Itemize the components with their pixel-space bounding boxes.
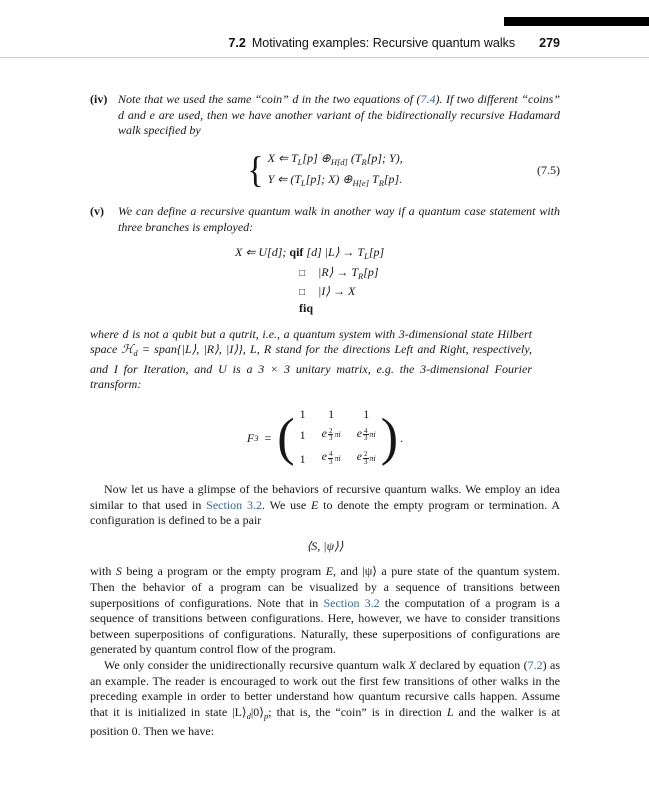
page-number: 279 xyxy=(539,36,560,50)
fraction xyxy=(363,451,369,465)
fraction-numerator: 4 xyxy=(364,426,368,435)
exp-base: e xyxy=(356,425,363,440)
exp-base: e xyxy=(321,449,327,464)
matrix-cell xyxy=(322,449,341,470)
qif-line-1 xyxy=(235,245,560,265)
subscript: R xyxy=(361,156,367,167)
item-v-label: (v) xyxy=(90,203,104,218)
math-segment: [p]; Y), xyxy=(366,150,403,165)
text-segment: We only consider the unidirectionally recursive quantum walk xyxy=(104,658,409,673)
exp-base: e xyxy=(321,425,327,440)
equation-7-5 xyxy=(90,151,560,192)
paragraph-we-consider xyxy=(90,658,560,740)
matrix-cell: 1 xyxy=(363,406,370,421)
math-var: X xyxy=(408,658,417,673)
math-segment: [p]; X) ⊕ xyxy=(305,172,353,187)
equals-sign: = xyxy=(264,430,272,445)
matrix-cell xyxy=(322,426,341,447)
equation-line-1 xyxy=(268,151,403,171)
text-segment: the computation of a program is a sequence of transitions between configurations. Here, however, we have to consider transitions between superpositions of configurations. Naturally, these superpositions of configurations are generated by quantum control flow of the program. xyxy=(90,595,561,657)
subscript: H[e] xyxy=(352,178,369,189)
math-segment: X ⇐ U[d]; xyxy=(235,245,290,260)
paragraph-where xyxy=(90,327,532,393)
math-var: E xyxy=(311,497,319,512)
fraction xyxy=(328,451,334,465)
qif-line-4 xyxy=(299,301,560,317)
math-segment: [p]. xyxy=(383,172,403,187)
matrix-cell: 1 xyxy=(299,406,306,421)
fraction-denominator: 3 xyxy=(364,434,368,442)
math-segment: T xyxy=(369,172,379,187)
fourier-matrix xyxy=(247,407,403,470)
text-segment: ) as an example. The reader is encouraged to work out the first few transitions of other walks in the preceding example in order to better understand how quantum recursive calls happen. Assume that it is initialized in state |L⟩ xyxy=(90,658,560,719)
text-segment: |0⟩ xyxy=(250,704,264,719)
configuration-display: ⟨S, |ψ⟩⟩ xyxy=(306,538,344,553)
text-segment: to denote the empty program or termination. A configuration is defined to be a pair xyxy=(90,497,560,528)
right-paren: ) xyxy=(380,408,399,467)
qif-line-3 xyxy=(299,284,560,301)
fraction-denominator: 3 xyxy=(328,457,333,466)
math-segment: [d] |L⟩ → T xyxy=(303,245,365,260)
text-segment: , and |ψ⟩ a pure state of the quantum system. Then the behavior of a program can be visualized by a sequence of transitions between superpositions of configurations. Note that in xyxy=(90,564,560,610)
math-var: L xyxy=(446,704,454,719)
exp-rest: πi xyxy=(369,453,376,463)
exponent xyxy=(328,451,341,467)
subscript: R xyxy=(358,270,364,281)
fraction xyxy=(328,428,334,442)
subscript: R xyxy=(378,178,384,189)
list-item-v xyxy=(90,204,560,235)
branch-box-icon: □ xyxy=(299,267,306,279)
link-equation-7-2[interactable]: 7.2 xyxy=(527,658,543,673)
text-segment: being a program or the empty program xyxy=(121,564,326,579)
subscript: p xyxy=(263,710,269,721)
subscript: d xyxy=(133,348,138,359)
keyword-fiq: fiq xyxy=(299,300,314,315)
exp-rest: πi xyxy=(334,453,341,463)
link-section-3-2[interactable]: Section 3.2 xyxy=(206,497,263,512)
text-segment: = span{|L⟩, |R⟩, |I⟩}, L, R stand for the directions Left and Right, respectively, and I for Iteration, and U is a 3 × 3 unitary matrix, e.g. the 3-dimensional Fourier transform: xyxy=(90,342,533,392)
exp-base: e xyxy=(356,449,363,464)
text-segment: We can define a recursive quantum walk in another way if a quantum case statement with three branches is employed: xyxy=(118,203,560,234)
math-segment: (T xyxy=(347,150,362,165)
qif-line-2 xyxy=(299,265,560,285)
equation-number: (7.5) xyxy=(537,163,560,178)
math-segment: X ⇐ T xyxy=(267,150,298,165)
math-segment: |R⟩ → T xyxy=(318,264,359,279)
text-segment: Note that we used the same “coin” d in the two equations of ( xyxy=(118,92,421,106)
item-v-text xyxy=(118,204,560,235)
page-content xyxy=(90,92,560,740)
math-segment: [p] ⊕ xyxy=(302,150,331,165)
exponent xyxy=(363,427,376,443)
exp-rest: πi xyxy=(334,429,341,439)
link-equation-7-4[interactable]: 7.4 xyxy=(420,92,436,106)
matrix-period: . xyxy=(400,430,404,445)
fraction xyxy=(363,428,369,442)
exponent xyxy=(363,451,376,467)
text-segment: . We use xyxy=(262,497,311,512)
exponent xyxy=(328,427,341,443)
branch-box-icon: □ xyxy=(299,287,306,299)
subscript: L xyxy=(364,251,369,262)
page-header xyxy=(0,36,560,50)
header-black-bar xyxy=(504,17,649,26)
matrix-cell: 1 xyxy=(299,428,306,443)
matrix-cell: 1 xyxy=(299,451,306,466)
hilbert-space-symbol: ℋ xyxy=(121,342,134,357)
text-segment: declared by equation ( xyxy=(416,658,528,673)
matrix-cell xyxy=(357,449,376,470)
fraction-denominator: 3 xyxy=(364,457,368,466)
fraction-denominator: 3 xyxy=(328,434,333,442)
exp-rest: πi xyxy=(369,429,376,439)
matrix-cell: 1 xyxy=(328,406,335,421)
link-section-3-2[interactable]: Section 3.2 xyxy=(323,595,380,610)
left-paren: ( xyxy=(277,408,295,467)
paragraph-now xyxy=(90,482,560,529)
matrix-cell xyxy=(357,426,376,447)
list-item-iv xyxy=(90,92,560,139)
text-segment: where d is not a qubit but a qutrit, i.e., a quantum system with 3-dimensional state Hilbert space xyxy=(90,326,532,357)
subscript: H[d] xyxy=(330,156,348,167)
keyword-qif: qif xyxy=(289,245,304,260)
fraction-numerator: 4 xyxy=(328,450,333,459)
header-rule xyxy=(0,57,649,58)
section-number: 7.2 xyxy=(228,36,246,50)
item-iv-label: (iv) xyxy=(90,92,108,106)
math-segment: Y ⇐ (T xyxy=(267,172,302,187)
cases-block xyxy=(247,151,402,192)
subscript: L xyxy=(301,178,306,189)
item-iv-text xyxy=(118,92,560,139)
matrix-cells xyxy=(300,407,376,470)
subscript: d xyxy=(246,710,251,721)
text-segment: Now let us have a glimpse of the behaviors of recursive quantum walks. We employ an idea similar to that used in xyxy=(90,482,560,512)
math-segment: [p] xyxy=(363,264,379,279)
fraction-numerator: 2 xyxy=(328,426,333,435)
subscript: 3 xyxy=(254,432,259,443)
equation-line-2 xyxy=(268,172,403,192)
math-var: E xyxy=(325,564,334,579)
fraction-numerator: 2 xyxy=(364,450,368,459)
text-segment: ; that is, the “coin” is in direction xyxy=(268,704,447,719)
math-segment: [p] xyxy=(368,245,385,260)
left-brace: { xyxy=(247,150,264,191)
text-segment: with xyxy=(90,564,116,579)
math-var: S xyxy=(115,564,122,579)
subscript: L xyxy=(297,156,303,167)
case-lines xyxy=(268,151,403,192)
matrix-lhs: F xyxy=(246,430,255,445)
section-title: Motivating examples: Recursive quantum walks xyxy=(251,36,516,50)
paragraph-with xyxy=(90,564,560,658)
text-segment: and the walker is at position 0. Then we have: xyxy=(90,704,561,739)
text-segment: ). If two different “coins” d and e are used, then we have another variant of the bidirectionally recursive Hadamard walk specified by xyxy=(118,92,560,138)
math-segment: |I⟩ → X xyxy=(318,284,356,299)
qif-statement xyxy=(235,245,560,316)
